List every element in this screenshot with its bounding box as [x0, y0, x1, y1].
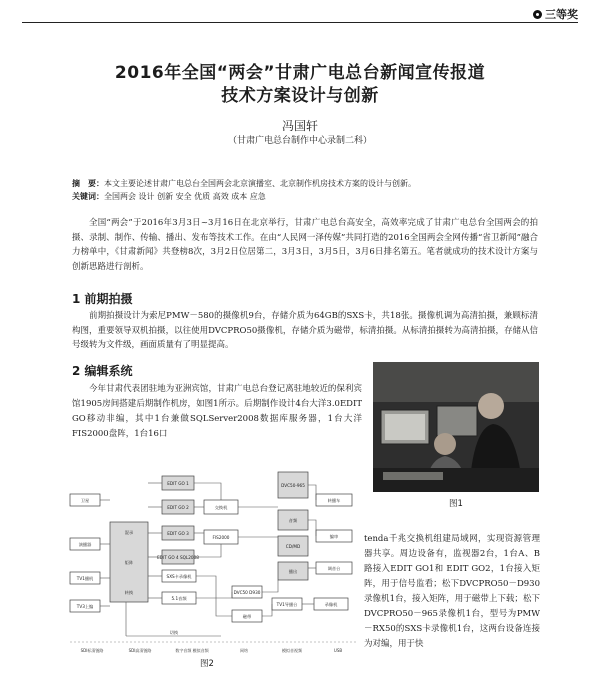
- diagram-label-13: DVC50 D930: [233, 590, 261, 595]
- diagram-label-2: TV1播机: [76, 576, 94, 581]
- diagram-label-16: 音频: [288, 518, 298, 523]
- diagram-label-3: TV3上编: [76, 604, 94, 609]
- abstract: [72, 178, 542, 190]
- diagram-label-17: CD/MD: [285, 544, 301, 549]
- section2-paragraph-left: 今年甘肃代表团驻地为亚洲宾馆，甘肃广电总台登记离驻地较近的保利宾馆1905房间搭建后期制作机房，如图1所示。后期制作设计4台大洋3.0EDIT GO移动非编，其中1台兼做SQLServer2008数据库服务器，1台大洋FIS2000盘阵，1台16口: [72, 384, 362, 439]
- diagram-axis-4: 模拟音视频: [282, 648, 302, 653]
- diagram-label-12: 5.1音频: [171, 596, 187, 601]
- award-badge: [533, 6, 578, 22]
- diagram-label-20: 播出: [288, 569, 298, 574]
- diagram-label-18: 编审: [329, 534, 339, 539]
- diagram-label-23: 录像机: [324, 602, 338, 607]
- keywords: [72, 191, 542, 203]
- diagram-label-9: 交换机: [214, 505, 228, 510]
- keywords-label: 关键词：: [72, 192, 104, 201]
- figure1-photo: [373, 362, 539, 492]
- diagram-label-19: 调音台: [327, 566, 341, 571]
- diagram-label-25: 转换: [124, 590, 134, 595]
- article-title-line1: 2016年全国“两会”甘肃广电总台新闻宣传报道: [114, 63, 486, 83]
- diagram-label-21: 磁带: [242, 614, 252, 619]
- diagram-label-15: 转播车: [327, 498, 341, 503]
- diagram-label-0: 卫星: [80, 498, 90, 503]
- diagram-axis-3: 网络: [240, 648, 248, 653]
- figure1-photo-illustration: [373, 362, 539, 492]
- diagram-label-6: EDIT GO 2: [167, 505, 189, 510]
- diagram-label-8: EDIT GO 4 SQL2008: [157, 555, 199, 560]
- diagram-label-26: 切换: [169, 630, 179, 635]
- diagram-label-4: 矩阵: [124, 560, 134, 565]
- award-badge-label: 三等奖: [545, 8, 578, 21]
- figure2-diagram: [66, 464, 360, 660]
- figure1-caption: 图1: [449, 499, 463, 509]
- bullet-icon: [533, 10, 542, 19]
- diagram-label-14: DVC50-965: [281, 483, 305, 488]
- header-rule: [22, 22, 578, 23]
- section1-paragraph: 前期拍摄设计为索尼PMW－580的摄像机9台，存储介质为64GB的SXS卡，共18张。摄像机调为高清拍摄，兼顾标清构图，重要领导双机拍摄，以往使用DVCPRO50摄像机，存储介质为磁带，标清拍摄。从标清拍摄转为高清拍摄，存储从信号级转为文件级，画面质量有了明显提高。: [72, 311, 538, 350]
- diagram-label-1: 演播器: [78, 542, 92, 547]
- diagram-label-10: FIS2000: [212, 535, 230, 540]
- diagram-axis-2: 数字音频 模拟音频: [175, 648, 209, 653]
- diagram-axis-0: SDI标清链路: [80, 648, 104, 653]
- keywords-text: 全国两会 设计 创新 安全 优质 高效 成本 应急: [104, 192, 266, 201]
- author-name: 冯国轩: [281, 119, 318, 133]
- abstract-text: 本文主要论述甘肃广电总台全国两会北京演播室、北京制作机房技术方案的设计与创新。: [104, 179, 416, 188]
- diagram-label-24: 混录: [124, 530, 134, 535]
- author-affiliation: （甘肃广电总台制作中心录制二科）: [227, 136, 372, 146]
- section2-heading: 2 编辑系统: [72, 364, 133, 378]
- diagram-label-7: EDIT GO 3: [167, 531, 189, 536]
- diagram-axis-1: SDI高清链路: [128, 648, 152, 653]
- diagram-label-11: SXS卡录像机: [166, 574, 192, 579]
- figure2-caption: 图2: [200, 659, 214, 669]
- abstract-label: 摘 要：: [72, 179, 104, 188]
- diagram-label-22: TV1导播台: [276, 602, 298, 607]
- diagram-axis-5: USB: [333, 648, 343, 653]
- article-title-line2: 技术方案设计与创新: [221, 86, 379, 106]
- diagram-label-5: EDIT GO 1: [167, 481, 189, 486]
- section2-paragraph-right: tenda千兆交换机组建局域网，实现资源管理器共享。周边设备有，监视器2台，1台A、B路接入EDIT GO1和 EDIT GO2，1台接入矩阵，用于信号监看；松下DVCPRO50－D930录像机1台，接入矩阵，用于磁带上下载；松下DVCPRO50－965录像机1台，型号为PMW－RX50的SXS卡录像机1台，这两台设备连接为对编，用于快: [364, 534, 540, 649]
- section1-heading: 1 前期拍摄: [72, 292, 133, 306]
- intro-paragraph: 全国“两会”于2016年3月3日~3月16日在北京举行，甘肃广电总台高安全，高效率完成了甘肃广电总台全国两会的拍摄、录制、制作、传输、播出、发布等技术工作。在由“人民网一泽传媒”共同打造的2016全国两会全网传播“省卫新闻”融合力榜单中，《甘肃新闻》共登榜8次，3月2日位居第二，3月3日，3月5日，3月6日排名第五。笔者就成功的技术设计方案与创新思路进行剖析。: [72, 218, 538, 272]
